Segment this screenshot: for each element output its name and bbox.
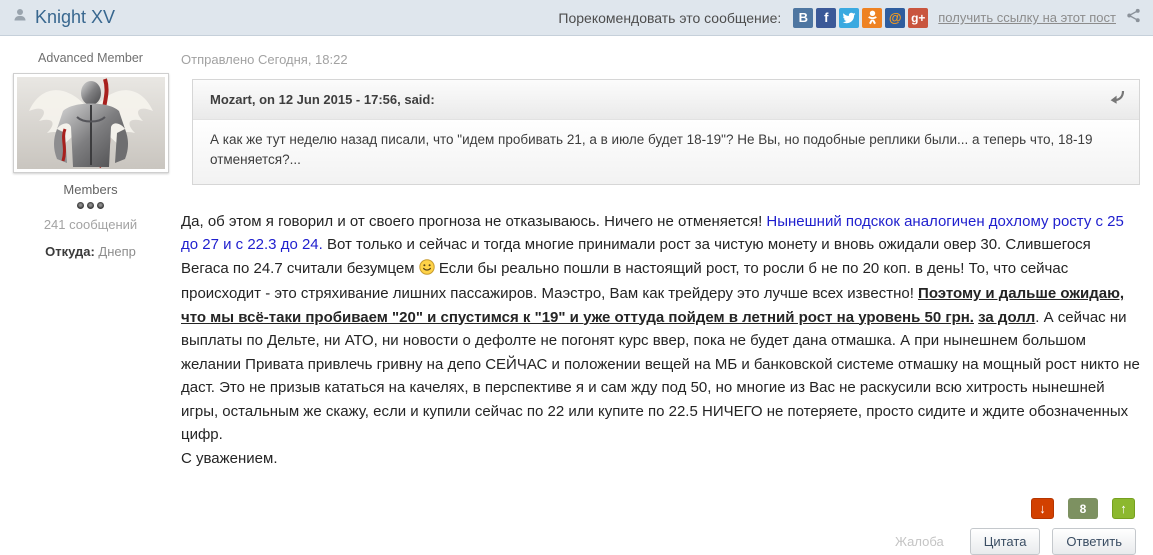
post-timestamp: Отправлено Сегодня, 18:22	[181, 52, 348, 67]
reply-button[interactable]: Ответить	[1052, 528, 1136, 555]
member-rank: Advanced Member	[38, 51, 143, 65]
share-icon[interactable]	[1126, 8, 1141, 28]
post-text: Да, об этом я говорил и от своего прогноза не отказываюсь. Ничего не отменяется!	[181, 212, 767, 230]
odnoklassniki-icon[interactable]	[862, 8, 882, 28]
post-text: . А сейчас ни выплаты по Дельте, ни АТО, ни новости о дефолте не погонят курс ввер, пока не будет дана отмашка. А при нынешнем большом желании Привата привлечь гривну на депо СЕЙЧАС и положении вещей на МБ и банковской системе отмашку на мощный рост никто не даст. Это не призыв кататься на качелях, в перспективе я и сам жду под 50, но многие из Вас не раскусили всю хитрость нынешней игры, остальным же скажу, если и купили сейчас по 22 или купите по 22.5 НИЧЕГО не потеряете, просто сидите и ждите обозначенных цифр.	[181, 308, 1140, 443]
quote-cite: Mozart, on 12 Jun 2015 - 17:56, said:	[210, 92, 435, 107]
post-main	[181, 36, 1153, 555]
post-body-text	[181, 210, 1140, 471]
post-text: Если бы реально пошли в настоящий рост, то росли б не по 20 коп. в день! То, что сейчас происходит - это стряхивание лишних пассажиров. Маэстро, Вам как трейдеру это лучше всех известно!	[181, 259, 1069, 302]
author-link[interactable]: Knight XV	[35, 7, 116, 27]
emphasized-underlined-text: Поэтому и дальше ожидаю, что мы всё-таки пробиваем "20" и спустимся к "19" и уже оттуда пойдем в летний рост на уровень 50 грн.	[181, 285, 1125, 326]
avatar[interactable]	[13, 73, 169, 173]
member-group: Members	[63, 182, 118, 197]
member-pip	[97, 202, 104, 209]
quote-body: А как же тут неделю назад писали, что "идем пробивать 21, а в июле будет 18-19"? Не Вы, но подобные реплики были... а теперь что, 18-19 отменяется?...	[193, 120, 1139, 184]
quote-header	[193, 80, 1139, 120]
member-location	[0, 244, 181, 259]
reply-arrow-icon[interactable]	[1108, 90, 1125, 109]
emphasized-underlined-text: за долл	[978, 308, 1036, 326]
vote-down-button[interactable]: ↓	[1031, 498, 1054, 519]
post-header-bar	[0, 0, 1153, 36]
post-text: Вот только и сейчас и тогда многие принимали рост за чистую монету и вновь ожидали овер 30. Слившегося Вегаса по 24.7 считали безумцем	[181, 236, 1091, 277]
quote-block	[192, 79, 1140, 185]
member-pips	[0, 202, 181, 209]
smiley-icon	[419, 259, 435, 283]
mailru-icon[interactable]: @	[885, 8, 905, 28]
quote-button[interactable]: Цитата	[970, 528, 1041, 555]
twitter-icon[interactable]	[839, 8, 859, 28]
location-value: Днепр	[98, 244, 136, 259]
vote-row	[181, 498, 1140, 519]
vk-icon[interactable]: В	[793, 8, 813, 28]
member-pip	[77, 202, 84, 209]
facebook-icon[interactable]: f	[816, 8, 836, 28]
social-share-icons	[793, 8, 928, 28]
report-link[interactable]: Жалоба	[895, 534, 944, 549]
highlighted-blue-text: Нынешний подскок аналогичен дохлому росту с 25 до 27 и с 22.3 до 24.	[181, 212, 1124, 253]
member-pip	[87, 202, 94, 209]
post-footer	[181, 528, 1140, 555]
author-sidebar	[0, 36, 181, 555]
post-count: 241 сообщений	[43, 217, 138, 232]
post-text: С уважением.	[181, 449, 278, 467]
location-label: Откуда:	[45, 244, 95, 259]
vote-up-button[interactable]: ↑	[1112, 498, 1135, 519]
share-label: Порекомендовать это сообщение:	[558, 9, 782, 26]
googleplus-icon[interactable]: g+	[908, 8, 928, 28]
permalink-link[interactable]: получить ссылку на этот пост	[938, 10, 1116, 25]
vote-count-badge: 8	[1068, 498, 1098, 519]
user-icon	[12, 7, 28, 28]
